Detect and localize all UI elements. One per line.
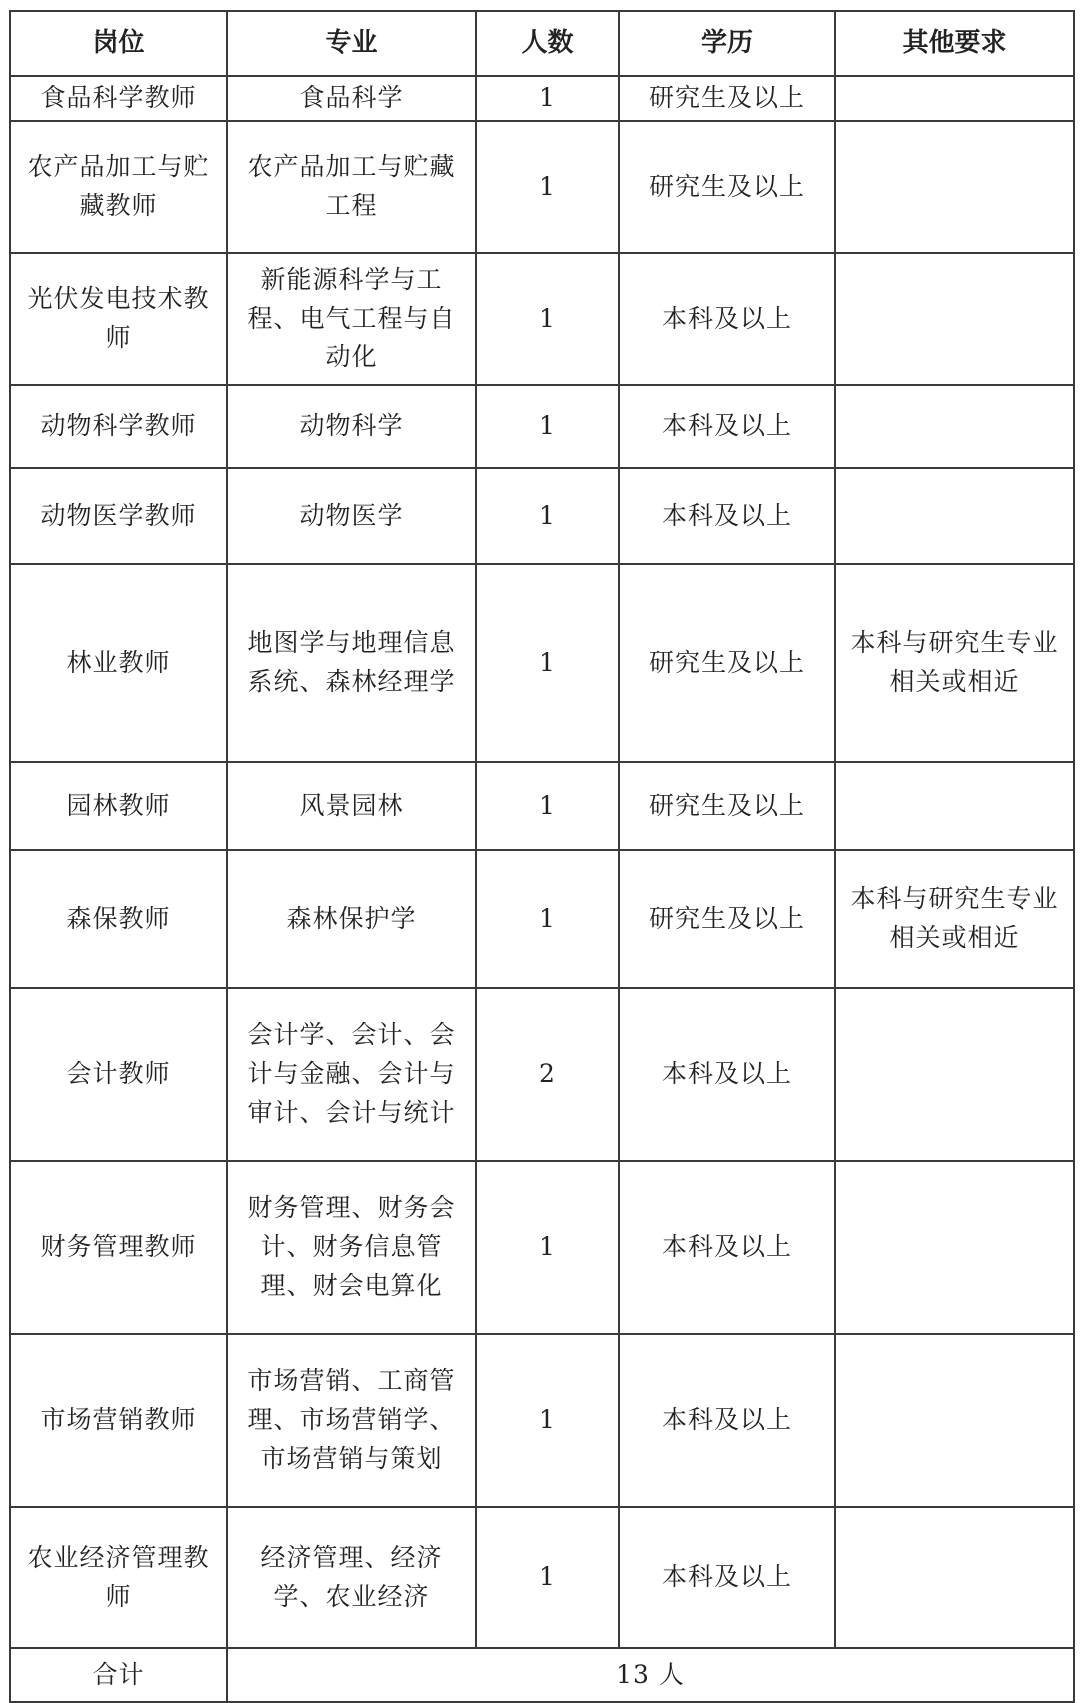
row-major: 森林保护学 [227, 850, 476, 988]
header-other-requirements: 其他要求 [835, 11, 1074, 76]
table-row [10, 988, 1074, 1161]
row-major: 食品科学 [227, 76, 476, 121]
row-education: 研究生及以上 [619, 564, 835, 762]
row-position: 动物医学教师 [10, 468, 227, 564]
row-major: 财务管理、财务会计、财务信息管理、财会电算化 [227, 1161, 476, 1334]
table-row [10, 564, 1074, 762]
row-education: 本科及以上 [619, 253, 835, 385]
table-row [10, 762, 1074, 850]
row-other-requirements [835, 1161, 1074, 1334]
table-row [10, 76, 1074, 121]
row-count: 1 [476, 564, 619, 762]
row-major: 地图学与地理信息系统、森林经理学 [227, 564, 476, 762]
row-education: 本科及以上 [619, 468, 835, 564]
header-education: 学历 [619, 11, 835, 76]
total-row [10, 1648, 1074, 1702]
row-count: 1 [476, 762, 619, 850]
row-education: 本科及以上 [619, 1507, 835, 1648]
row-education: 研究生及以上 [619, 121, 835, 253]
table-row [10, 121, 1074, 253]
table-row [10, 850, 1074, 988]
row-major: 风景园林 [227, 762, 476, 850]
row-education: 研究生及以上 [619, 76, 835, 121]
row-other-requirements [835, 988, 1074, 1161]
row-other-requirements [835, 468, 1074, 564]
row-count: 1 [476, 1507, 619, 1648]
row-count: 1 [476, 1161, 619, 1334]
row-position: 园林教师 [10, 762, 227, 850]
row-position: 农产品加工与贮藏教师 [10, 121, 227, 253]
table-row [10, 253, 1074, 385]
row-count: 1 [476, 253, 619, 385]
row-other-requirements [835, 76, 1074, 121]
row-position: 财务管理教师 [10, 1161, 227, 1334]
header-row [10, 11, 1074, 76]
table-row [10, 468, 1074, 564]
row-major: 经济管理、经济学、农业经济 [227, 1507, 476, 1648]
row-count: 1 [476, 121, 619, 253]
row-major: 市场营销、工商管理、市场营销学、市场营销与策划 [227, 1334, 476, 1507]
row-count: 2 [476, 988, 619, 1161]
row-position: 动物科学教师 [10, 385, 227, 468]
recruitment-table [9, 10, 1075, 1703]
row-major: 农产品加工与贮藏工程 [227, 121, 476, 253]
table-body [10, 76, 1074, 1648]
row-count: 1 [476, 385, 619, 468]
row-position: 市场营销教师 [10, 1334, 227, 1507]
row-other-requirements [835, 253, 1074, 385]
row-position: 农业经济管理教师 [10, 1507, 227, 1648]
row-other-requirements [835, 121, 1074, 253]
row-position: 会计教师 [10, 988, 227, 1161]
row-other-requirements: 本科与研究生专业相关或相近 [835, 850, 1074, 988]
row-count: 1 [476, 76, 619, 121]
row-major: 动物科学 [227, 385, 476, 468]
row-position: 森保教师 [10, 850, 227, 988]
row-major: 会计学、会计、会计与金融、会计与审计、会计与统计 [227, 988, 476, 1161]
row-count: 1 [476, 1334, 619, 1507]
row-position: 光伏发电技术教师 [10, 253, 227, 385]
row-position: 林业教师 [10, 564, 227, 762]
total-value: 13 人 [227, 1648, 1074, 1702]
row-other-requirements: 本科与研究生专业相关或相近 [835, 564, 1074, 762]
row-education: 本科及以上 [619, 385, 835, 468]
row-other-requirements [835, 385, 1074, 468]
row-education: 本科及以上 [619, 988, 835, 1161]
row-education: 研究生及以上 [619, 850, 835, 988]
table-row [10, 1507, 1074, 1648]
row-major: 新能源科学与工程、电气工程与自动化 [227, 253, 476, 385]
row-other-requirements [835, 1507, 1074, 1648]
total-label: 合计 [10, 1648, 227, 1702]
row-education: 本科及以上 [619, 1161, 835, 1334]
row-other-requirements [835, 762, 1074, 850]
row-education: 本科及以上 [619, 1334, 835, 1507]
row-count: 1 [476, 468, 619, 564]
row-education: 研究生及以上 [619, 762, 835, 850]
row-position: 食品科学教师 [10, 76, 227, 121]
table-row [10, 1334, 1074, 1507]
header-count: 人数 [476, 11, 619, 76]
row-other-requirements [835, 1334, 1074, 1507]
header-major: 专业 [227, 11, 476, 76]
header-position: 岗位 [10, 11, 227, 76]
row-count: 1 [476, 850, 619, 988]
table-row [10, 1161, 1074, 1334]
row-major: 动物医学 [227, 468, 476, 564]
table-row [10, 385, 1074, 468]
